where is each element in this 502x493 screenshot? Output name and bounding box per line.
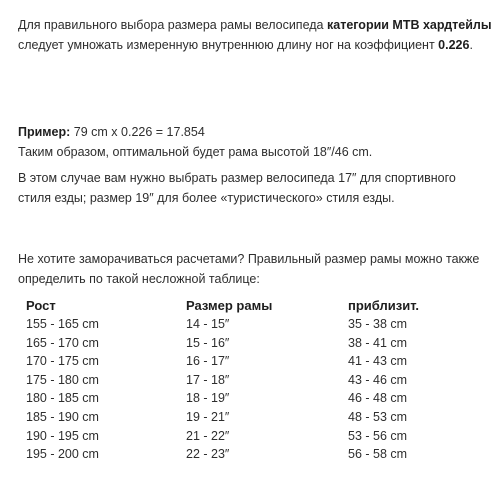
cell-approx: 38 - 41 cm [348, 335, 408, 350]
example-conclusion: Таким образом, оптимальной будет рама высотой 18″/46 cm. [18, 145, 373, 159]
cell-approx: 35 - 38 cm [348, 317, 408, 331]
cell-height: 170 - 175 cm [26, 354, 99, 369]
intro-text-2: следует умножать измеренную внутреннюю длину ног на коэффициент [18, 38, 439, 52]
table-row [26, 354, 458, 373]
cell-approx: 41 - 43 cm [348, 354, 408, 369]
intro-text-3: . [469, 38, 473, 52]
cell-approx: 53 - 56 cm [348, 428, 408, 443]
table-row [26, 447, 458, 466]
header-frame-size: Размер рамы [186, 298, 273, 313]
cell-height: 185 - 190 cm [26, 409, 99, 424]
cell-frame-size: 14 - 15″ [186, 317, 230, 331]
cell-frame-size: 15 - 16″ [186, 335, 230, 350]
example-label: Пример: [18, 125, 71, 139]
intro-paragraph [18, 15, 492, 55]
example-formula: 79 cm x 0.226 = 17.854 [70, 125, 205, 139]
cell-height: 175 - 180 cm [26, 372, 99, 387]
intro-bold-category: категории МТВ хардтейлы [326, 18, 492, 32]
table-row [26, 336, 458, 355]
cell-frame-size: 18 - 19″ [186, 391, 230, 406]
cell-frame-size: 16 - 17″ [186, 354, 230, 369]
table-row [26, 373, 458, 392]
cell-height: 180 - 185 cm [26, 391, 99, 406]
frame-size-table [26, 298, 458, 466]
cell-frame-size: 21 - 22″ [186, 428, 230, 443]
table-row [26, 410, 458, 429]
cell-frame-size: 17 - 18″ [186, 372, 230, 387]
table-row [26, 391, 458, 410]
cell-approx: 56 - 58 cm [348, 447, 408, 462]
table-header-row [26, 298, 458, 317]
cell-approx: 48 - 53 cm [348, 409, 408, 424]
example-paragraph [18, 122, 492, 162]
cell-height: 190 - 195 cm [26, 428, 99, 443]
table-row [26, 317, 458, 336]
cell-approx: 43 - 46 cm [348, 372, 408, 387]
intro-text-1: Для правильного выбора размера рамы велосипеда [18, 18, 327, 32]
cell-frame-size: 19 - 21″ [186, 409, 230, 424]
cell-approx: 46 - 48 cm [348, 391, 408, 406]
header-height: Рост [26, 298, 56, 313]
cell-frame-size: 22 - 23″ [186, 447, 230, 462]
advice-paragraph: В этом случае вам нужно выбрать размер велосипеда 17″ для спортивного стиля езды; размер 19″ для более «туристического» стиля езды. [18, 171, 456, 205]
cell-height: 155 - 165 cm [26, 317, 99, 331]
table-row [26, 429, 458, 448]
cell-height: 165 - 170 cm [26, 335, 99, 350]
header-approx: приблизит. [348, 298, 420, 313]
table-intro-paragraph: Не хотите заморачиваться расчетами? Правильный размер рамы можно также определить по такой несложной таблице: [18, 252, 480, 286]
intro-bold-coefficient: 0.226 [438, 38, 470, 52]
cell-height: 195 - 200 cm [26, 447, 99, 462]
